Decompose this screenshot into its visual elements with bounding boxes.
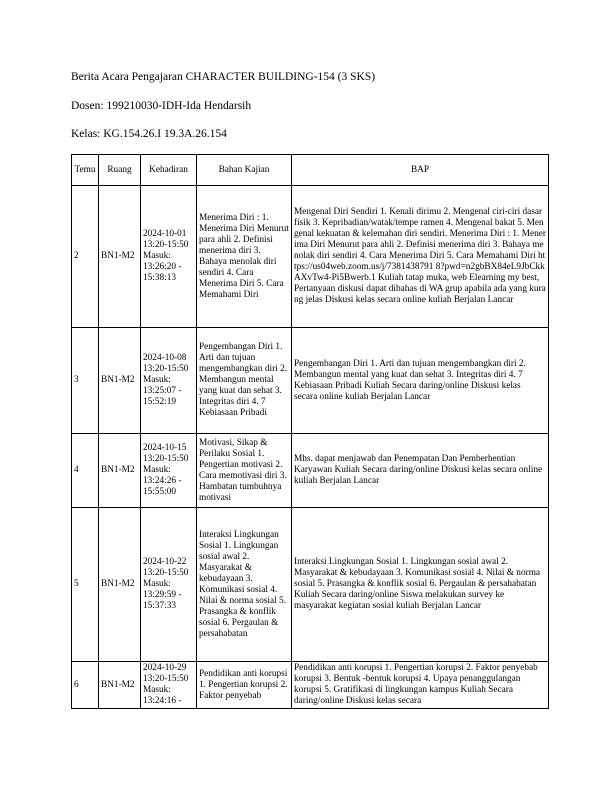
table-row (72, 328, 549, 434)
cell-bap: Mengenal Diri Sendiri 1. Kenali dirimu 2. Mengenal ciri-ciri dasar fisik 3. Kepribadian/watak/tempe ramen 4. Mengenal bakat 5. Mengenal kekuatan & kelemahan diri sendiri. Menerima Diri : 1. Menerima Diri Menurut para ahli 2. Definisi menerima diri 3. Bahaya menolak diri sendiri 4. Cara Menerima Diri 5. Cara Memahami Diri https://us04web.zoom.us/j/7381438791 8?pwd=n2gbBX84eL9JbCkkAXvTw4-Pi5Bwerb.1 Kuliah tatap muka, web Elearning my best, Pertanyaan diskusi dapat dibahas di WA grup apabila ada yang kurang jelas Diskusi kelas secara online kuliah Berjalan Lancar (292, 186, 549, 328)
cell-temu: 4 (72, 434, 99, 508)
bap-table (71, 154, 549, 709)
cell-ruang: BN1-M2 (99, 328, 141, 434)
cell-kehadiran: 2024-10-15 13:20-15:50 Masuk: 13:24:26 - 15:55:00 (141, 434, 197, 508)
cell-ruang: BN1-M2 (99, 186, 141, 328)
cell-ruang: BN1-M2 (99, 508, 141, 662)
table-row (72, 434, 549, 508)
class-line: Kelas: KG.154.26.I 19.3A.26.154 (71, 128, 227, 140)
cell-kehadiran: 2024-10-22 13:20-15:50 Masuk: 13:29:59 - 15:37:33 (141, 508, 197, 662)
cell-kehadiran: 2024-10-01 13:20-15:50 Masuk: 13:26:20 - 15:38:13 (141, 186, 197, 328)
cell-bahan-kajian: Pengembangan Diri 1. Arti dan tujuan mengembangkan diri 2. Membangun mental yang kuat dan sehat 3. Integritas diri 4. 7 Kebiasaan Pribadi (197, 328, 292, 434)
cell-temu: 3 (72, 328, 99, 434)
cell-ruang: BN1-M2 (99, 662, 141, 709)
document-title: Berita Acara Pengajaran CHARACTER BUILDING-154 (3 SKS) (71, 71, 376, 83)
cell-bap: Interaksi Lingkungan Sosial 1. Lingkungan sosial awal 2. Masyarakat & kebudayaan 3. Komunikasi sosial 4. Nilai & norma sosial 5. Prasangka & konflik sosial 6. Pergaulan & persahabatan Kuliah Secara daring/online Siswa melakukan survey ke masyarakat kegiatan sosial kuliah Berjalan Lancar (292, 508, 549, 662)
cell-bahan-kajian: Interaksi Lingkungan Sosial 1. Lingkungan sosial awal 2. Masyarakat & kebudayaan 3. Komunikasi sosial 4. Nilai & norma sosial 5. Prasangka & konflik sosial 6. Pergaulan & persahabatan (197, 508, 292, 662)
table-header-row (72, 155, 549, 186)
cell-temu: 5 (72, 508, 99, 662)
cell-bahan-kajian: Pendidikan anti korupsi 1. Pengertian korupsi 2. Faktor penyebab (197, 662, 292, 709)
cell-bap: Pendidikan anti korupsi 1. Pengertian korupsi 2. Faktor penyebab korupsi 3. Bentuk -bentuk korupsi 4. Upaya penanggulangan korupsi 5. Gratifikasi di lingkungan kampus Kuliah Secara daring/online Diskusi kelas secara (292, 662, 549, 709)
table-row (72, 186, 549, 328)
cell-bahan-kajian: Menerima Diri : 1. Menerima Diri Menurut para ahli 2. Definisi menerima diri 3. Bahaya menolak diri sendiri 4. Cara Menerima Diri 5. Cara Memahami Diri (197, 186, 292, 328)
cell-temu: 6 (72, 662, 99, 709)
cell-bap: Pengembangan Diri 1. Arti dan tujuan mengembangkan diri 2. Membangun mental yang kuat dan sehat 3. Integritas diri 4. 7 Kebiasaan Pribadi Kuliah Secara daring/online Diskusi kelas secara online kuliah Berjalan Lancar (292, 328, 549, 434)
col-header-temu: Temu (72, 155, 99, 186)
col-header-kehadiran: Kehadiran (141, 155, 197, 186)
cell-kehadiran: 2024-10-29 13:20-15:50 Masuk: 13:24:16 - (141, 662, 197, 709)
lecturer-line: Dosen: 199210030-IDH-Ida Hendarsih (71, 100, 252, 112)
cell-kehadiran: 2024-10-08 13:20-15:50 Masuk: 13:25:07 - 15:52:19 (141, 328, 197, 434)
cell-ruang: BN1-M2 (99, 434, 141, 508)
col-header-ruang: Ruang (99, 155, 141, 186)
col-header-bahan-kajian: Bahan Kajian (197, 155, 292, 186)
col-header-bap: BAP (292, 155, 549, 186)
cell-bahan-kajian: Motivasi, Sikap & Perilaku Sosial 1. Pengertian motivasi 2. Cara memotivasi diri 3. Hambatan tumbuhnya motivasi (197, 434, 292, 508)
table-row (72, 662, 549, 709)
cell-temu: 2 (72, 186, 99, 328)
cell-bap: Mhs. dapat menjawab dan Penempatan Dan Pemberhentian Karyawan Kuliah Secara daring/online Diskusi kelas secara online kuliah Berjalan Lancar (292, 434, 549, 508)
table-row (72, 508, 549, 662)
